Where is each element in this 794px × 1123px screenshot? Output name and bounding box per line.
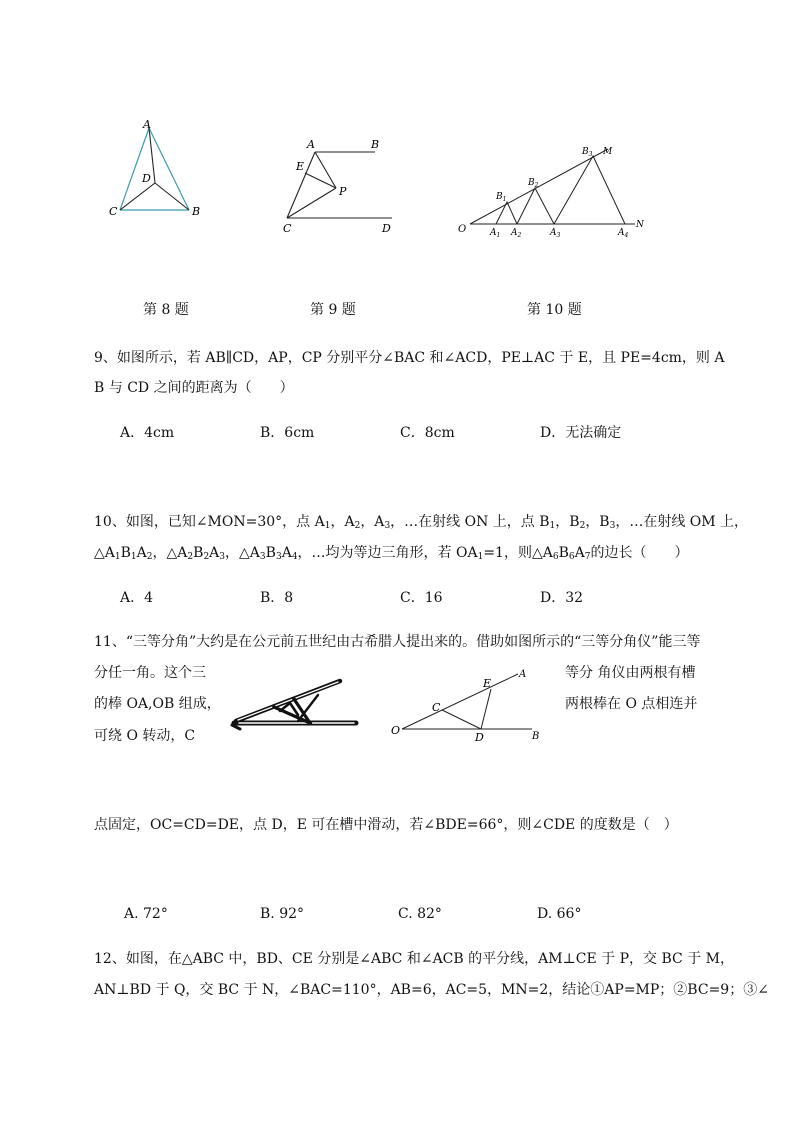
fig10-triangle-3: [554, 156, 625, 224]
fig8-label-d: D: [142, 172, 151, 185]
fig10-label-a3: $A_3$: [550, 228, 561, 239]
fig9-label-b: B: [371, 138, 380, 151]
fig8-label-c: C: [109, 205, 118, 218]
trisector-pin-c: [272, 705, 276, 709]
figure-8: [100, 115, 220, 225]
fig8-label-b: B: [192, 205, 201, 218]
fig8-edge-ab: [149, 128, 189, 210]
fig8-edge-bd: [155, 183, 189, 210]
fig10-triangle-1: [496, 202, 517, 224]
fig11-ray-oa: [402, 674, 518, 729]
fig9-line-cp: [287, 188, 336, 218]
figure-10: [455, 140, 655, 240]
fig10-label-b1: $B_1$: [496, 192, 507, 203]
fig10-label-b2: $B_2$: [528, 178, 539, 189]
fig10-label-n: N: [636, 220, 644, 230]
fig9-label-d: D: [382, 222, 391, 235]
q10-line-2: $\triangle A_1B_1A_2$，$\triangle A_2B_2A_3$，$\triangle A_3B_3A_4$，…均为等边三角形，若 $OA_1=1$，则$\triangle A_6B_6A_7$的边长（ ）: [94, 545, 689, 562]
q9-option-c: C．8cm: [400, 425, 455, 441]
fig9-caption: 第 9 题: [310, 302, 356, 318]
fig10-ray-om: [470, 149, 608, 224]
q11-line-2-right: 等分 角仪由两根有槽: [565, 665, 696, 681]
trisector-pin-d: [308, 721, 312, 725]
fig10-caption: 第 10 题: [527, 302, 582, 318]
q11-line-5: 点固定，OC=CD=DE，点 D，E 可在槽中滑动，若∠BDE=66°，则∠CDE 的度数是（ ）: [94, 817, 678, 833]
q11-option-a: A. 72°: [124, 906, 168, 922]
fig11-label-o: O: [391, 724, 401, 737]
fig11-label-e: E: [483, 677, 492, 690]
q11-option-d: D. 66°: [537, 906, 582, 922]
fig10-label-a4: $A_4$: [618, 228, 629, 239]
fig10-label-a2: $A_2$: [511, 228, 522, 239]
fig9-label-e: E: [296, 160, 305, 173]
fig9-label-p: P: [339, 185, 347, 198]
q12-line-1: 12、如图，在△ABC 中，BD、CE 分别是∠ABC 和∠ACB 的平分线，AM⊥CE 于 P，交 BC 于 M，: [94, 951, 734, 967]
fig10-triangle-2: [517, 188, 554, 224]
fig8-label-a: A: [143, 118, 151, 131]
fig11-label-c: C: [432, 701, 441, 714]
q9-option-d: D．无法确定: [540, 425, 622, 441]
fig8-edge-ac: [120, 128, 149, 210]
q10-option-c: C．16: [400, 590, 443, 606]
q9-line-2: B 与 CD 之间的距离为（ ）: [94, 380, 294, 396]
trisector-hinge-o: [234, 721, 239, 726]
fig11-seg-cd: [442, 710, 481, 729]
fig11-seg-de: [481, 689, 491, 729]
q11-line-3-left: 的棒 OA,OB 组成，: [94, 696, 221, 712]
q10-option-b: B．8: [260, 590, 294, 606]
q11-option-b: B. 92°: [260, 906, 305, 922]
fig8-caption: 第 8 题: [143, 302, 189, 318]
q11-line-2-left: 分任一角。这个三: [94, 665, 206, 681]
q9-line-1: 9、如图所示，若 AB∥CD，AP，CP 分别平分∠BAC 和∠ACD，PE⊥AC 于 E，且 PE=4cm，则 A: [94, 350, 725, 366]
fig10-label-o: O: [458, 224, 467, 235]
q11-line-1: 11、“三等分角”大约是在公元前五世纪由古希腊人提出来的。借助如图所示的“三等分角仪”能三等: [94, 634, 701, 650]
fig10-label-b3: $B_3$: [582, 147, 593, 158]
q11-line-3-right: 两根棒在 O 点相连并: [565, 696, 698, 712]
figure-11: [388, 665, 548, 745]
trisector-pin-e: [292, 697, 296, 701]
fig10-label-m: M: [603, 147, 613, 157]
fig10-label-a1: $A_1$: [490, 228, 501, 239]
fig9-label-a: A: [307, 138, 315, 151]
trisector-handle: [232, 725, 240, 729]
fig9-label-c: C: [283, 222, 292, 235]
fig11-label-d: D: [475, 731, 484, 744]
fig11-label-a: A: [519, 669, 527, 680]
q10-option-d: D．32: [540, 590, 584, 606]
fig11-label-b: B: [532, 731, 540, 742]
q11-option-c: C. 82°: [398, 906, 442, 922]
q9-option-a: A．4cm: [120, 425, 175, 441]
q10-option-a: A．4: [120, 590, 154, 606]
q12-line-2: AN⊥BD 于 Q，交 BC 于 N，∠BAC=110°，AB=6，AC=5，MN=2，结论①AP=MP；②BC=9；③∠: [94, 982, 769, 998]
figure-9: [278, 132, 408, 237]
q11-line-4-left: 可绕 O 转动，C: [94, 728, 196, 744]
q10-line-1: 10、如图，已知∠MON=30°，点 $A_1$，$A_2$，$A_3$，…在射线 ON 上，点 $B_1$，$B_2$，$B_3$，…在射线 OM 上，: [94, 514, 749, 531]
q9-option-b: B．6cm: [260, 425, 315, 441]
trisector-tool-photo: [228, 673, 360, 739]
